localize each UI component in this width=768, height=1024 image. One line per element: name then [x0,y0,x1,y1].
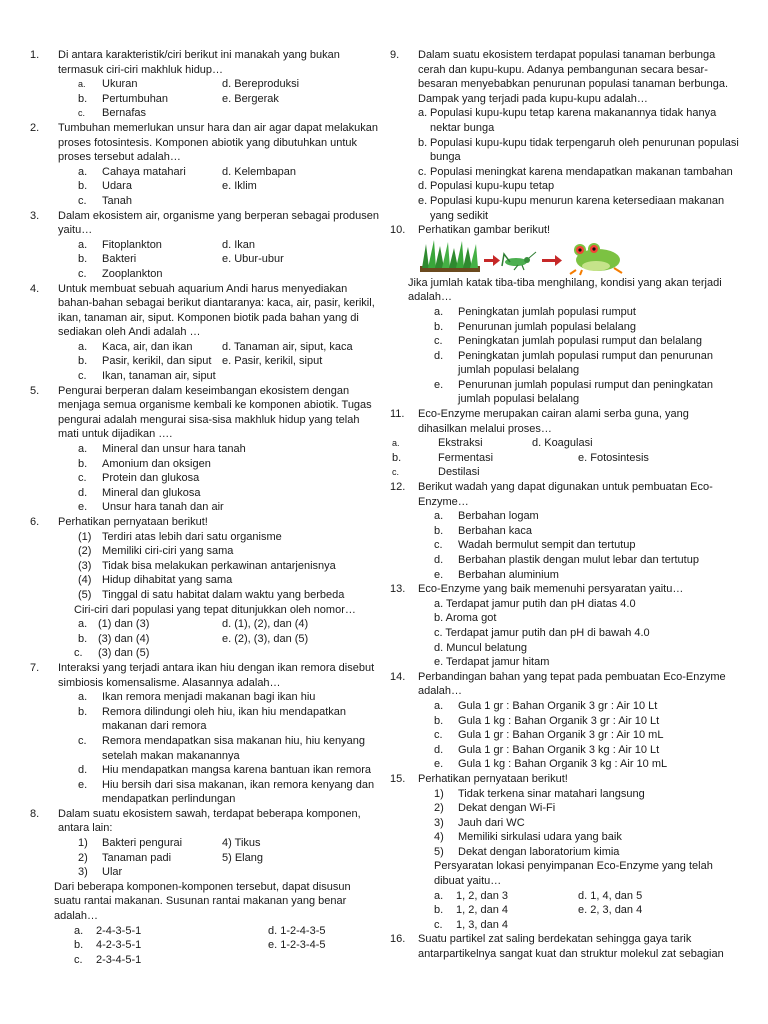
component-text: 5) Elang [222,851,263,864]
option-label: a. [434,510,444,523]
option-text: Destilasi [438,466,480,479]
component-row [58,865,380,880]
option-row [390,436,740,451]
option-text: e. Pasir, kerikil, siput [222,355,323,368]
question-4 [30,282,380,384]
option-label: b. [78,253,88,266]
option-text: 1, 3, dan 4 [456,918,508,931]
option-text: Ekstraksi [438,437,483,450]
option-label: e. [418,194,428,207]
option-text: d. Tanaman air, siput, kaca [222,340,353,353]
question-text: Perbandingan bahan yang tepat pada pembuatan Eco-Enzyme adalah… [418,670,726,698]
question-text: Perhatikan pernyataan berikut! [58,516,208,528]
option-text: Populasi kupu-kupu tidak terpengaruh oleh penurunan populasi bunga [430,136,739,164]
option-text: e. (2), (3), dan (5) [222,632,309,645]
option-label: c. [418,165,427,178]
option-label: c. [78,370,87,383]
option-row [58,924,380,939]
question-text: Di antara karakteristik/ciri berikut ini manakah yang bukan termasuk ciri-ciri makhluk hidup… [58,49,340,76]
question-number: 11. [390,408,405,421]
question-number: 8. [30,807,40,820]
option-row [418,106,740,135]
option-row [418,194,740,223]
option-label: e. [78,778,88,791]
option-row [418,320,740,335]
option-label: b. [392,451,402,464]
option-text: Mineral dan glukosa [102,486,201,499]
option-row [418,655,740,670]
option-text: Gula 1 gr : Bahan Organik 3 gr : Air 10 Lt [458,699,658,712]
question-15 [390,772,740,933]
component-row [58,851,380,866]
statement-number: 3) [434,816,444,829]
left-column [30,48,380,967]
statement-text: Jauh dari WC [458,816,525,829]
question-7 [30,661,380,807]
arrow-right-icon [542,255,562,266]
option-row [418,349,740,378]
statement-text: Tidak bisa melakukan perkawinan antarjenisnya [102,559,336,572]
option-text: Berbahan aluminium [458,568,559,581]
question-6 [30,515,380,661]
question-text: Perhatikan pernyataan berikut! [418,772,568,785]
option-row [390,465,740,480]
question-prompt: Persyaratan lokasi penyimpanan Eco-Enzyme yang telah dibuat yaitu… [434,860,713,888]
question-text: Berikut wadah yang dapat digunakan untuk pembuatan Eco-Enzyme… [418,481,713,508]
option-text: Gula 1 gr : Bahan Organik 3 kg : Air 10 Lt [458,743,660,756]
question-number: 7. [30,661,40,674]
option-row [58,442,380,457]
option-label: d. [418,180,428,193]
option-text: Gula 1 kg : Bahan Organik 3 gr : Air 10 Lt [458,714,660,727]
question-text: Dalam ekosistem air, organisme yang berperan sebagai produsen yaitu… [58,209,380,237]
option-text: b. Aroma got [434,612,497,625]
option-text: Peningkatan jumlah populasi rumput dan belalang [458,335,703,348]
option-text: Ikan, tanaman air, siput [102,370,216,383]
option-label: a. [78,79,86,90]
option-text: d. 1-2-4-3-5 [268,924,326,937]
option-text: Berbahan logam [458,510,539,523]
option-row [58,938,380,953]
option-label: a. [434,305,444,318]
option-row [418,305,740,320]
option-text: 1, 2, dan 3 [456,889,508,902]
option-row [58,734,380,763]
option-text: 4-2-3-5-1 [96,939,142,952]
option-row [58,646,380,661]
option-label: c. [78,472,87,485]
question-text: Suatu partikel zat saling berdekatan sehingga gaya tarik antarpartikelnya sangat kuat dan struktur molekul zat sebagian [418,933,724,961]
question-12 [390,480,740,582]
statement-text: Memiliki ciri-ciri yang sama [102,545,234,558]
option-row [418,903,740,918]
food-chain-figure [418,238,740,276]
option-row [58,194,380,209]
option-text: e. Terdapat jamur hitam [434,656,550,669]
statement-text: Dekat dengan laboratorium kimia [458,845,620,858]
option-row [58,354,380,369]
option-text: d. Muncul belatung [434,641,527,654]
option-text: e. 2, 3, dan 4 [578,904,643,917]
statement-number: (4) [78,574,92,587]
question-text: Perhatikan gambar berikut! [418,224,551,237]
option-text: Protein dan glukosa [102,472,200,485]
question-text: Pengurai berperan dalam keseimbangan ekosistem dengan menjaga semua organisme kembali ke komponen abiotik. Tugas pengurai adalah mengurai sisa-sisa makhluk hidup yang telah mati untuk dijadikan …. [58,384,372,441]
question-text: Eco-Enzyme merupakan cairan alami serba guna, yang dihasilkan melalui proses… [418,408,689,435]
option-text: Bernafas [102,107,147,120]
question-prompt: Jika jumlah katak tiba-tiba menghilang, kondisi yang akan terjadi adalah… [408,276,722,304]
option-row [58,77,380,92]
option-text: e. Ubur-ubur [222,253,284,266]
option-text: c. Terdapat jamur putih dan pH di bawah 4.0 [434,626,650,639]
option-text: Populasi kupu-kupu tetap [430,180,555,193]
option-row [418,509,740,524]
food-chain-illustration [418,238,638,276]
statement-number: 5) [434,845,444,858]
option-text: e. Iklim [222,180,257,193]
option-row [418,524,740,539]
question-number: 4. [30,282,40,295]
option-text: Remora mendapatkan sisa makanan hiu, hiu kenyang setelah makan makanannya [102,734,365,762]
question-number: 16. [390,933,406,946]
option-label: c. [74,953,83,966]
option-text: d. Kelembapan [222,165,296,178]
option-text: Udara [102,180,132,193]
statement-row [58,544,380,559]
grass-icon [420,240,480,272]
statement-number: (3) [78,559,92,572]
question-text: Dalam suatu ekosistem terdapat populasi tanaman berbunga cerah dan kupu-kupu. Adanya pembangunan secara besar-besaran menyebabkan penurunan populasi tanaman berbunga. Dampak yang terjadi pada kupu-kupu adalah… [418,49,729,105]
option-row [58,632,380,647]
option-text: Populasi kupu-kupu menurun karena ketersediaan makanan yang sedikit [430,194,725,222]
option-text: Tanah [102,194,132,207]
option-label: c. [78,734,87,747]
question-13 [390,582,740,670]
option-label: a. [78,340,88,353]
arrow-right-icon [484,255,500,266]
option-label: a. [418,107,428,120]
option-text: Peningkatan jumlah populasi rumput [458,305,636,318]
option-row [418,334,740,349]
option-row [418,597,740,612]
statement-text: Dekat dengan Wi-Fi [458,802,556,815]
prompt-row [58,603,380,618]
statement-number: 2) [434,802,444,815]
option-text: Cahaya matahari [102,165,186,178]
option-text: Berbahan plastik dengan mulut lebar dan tertutup [458,554,699,566]
question-1 [30,48,380,121]
statement-number: 1) [434,787,444,800]
option-row [58,106,380,121]
option-label: b. [434,320,444,333]
option-label: a. [74,924,84,937]
option-label: d. [78,486,88,499]
option-label: e. [434,568,444,581]
option-row [418,641,740,656]
question-14 [390,670,740,772]
question-number: 10. [390,224,406,237]
option-label: a. [434,889,444,902]
component-number: 1) [78,837,88,850]
option-label: d. [78,764,88,777]
option-row [58,500,380,515]
option-label: c. [78,108,86,119]
option-row [58,369,380,384]
option-label: a. [78,691,88,704]
statement-number: 4) [434,831,444,844]
option-label: c. [78,267,87,280]
option-row [58,179,380,194]
option-label: d. [434,743,444,756]
question-number: 13. [390,583,406,596]
option-row [418,699,740,714]
option-text: Hiu bersih dari sisa makanan, ikan remora kenyang dan mendapatkan perlindungan [102,778,375,806]
option-text: 2-4-3-5-1 [96,924,142,937]
option-label: e. [434,378,444,391]
option-text: Penurunan jumlah populasi rumput dan peningkatan jumlah populasi belalang [458,378,714,406]
option-text: e. 1-2-3-4-5 [268,939,326,952]
option-row [58,340,380,355]
question-text: Untuk membuat sebuah aquarium Andi harus menyediakan bahan-bahan sebagai berikut diantaranya: kaca, air, pasir, kerikil, ikan, tanaman air, siput. Komponen biotik pada bahan yang di sediakan oleh Andi adalah … [58,282,375,339]
option-label: e. [434,758,444,771]
option-label: d. [434,554,444,566]
statement-row [418,787,740,802]
option-label: c. [434,335,443,348]
option-text: Penurunan jumlah populasi belalang [458,320,636,333]
question-5 [30,384,380,515]
question-number: 2. [30,121,40,134]
question-3 [30,209,380,282]
option-text: Berbahan kaca [458,524,532,537]
option-text: Fermentasi [438,451,494,464]
option-row [58,778,380,807]
option-row [58,763,380,778]
component-number: 3) [78,866,88,879]
option-text: Wadah bermulut sempit dan tertutup [458,539,636,552]
question-9 [390,48,740,223]
question-number: 9. [390,49,400,61]
option-text: (1) dan (3) [98,618,150,631]
component-text: Bakteri pengurai [102,837,183,850]
option-label: b. [434,714,444,727]
option-label: b. [78,92,88,105]
option-text: (3) dan (5) [98,647,150,660]
question-11 [390,407,740,480]
component-text: 4) Tikus [222,837,261,850]
option-text: Pertumbuhan [102,92,169,105]
option-text: Ukuran [102,78,138,91]
option-label: d. [434,349,444,362]
option-text: d. (1), (2), dan (4) [222,618,309,631]
question-text: Tumbuhan memerlukan unsur hara dan air agar dapat melakukan proses fotosintesis. Komponen abiotik yang dibutuhkan untuk proses tersebut adalah… [58,121,378,164]
option-text: Zooplankton [102,267,163,280]
option-row [418,136,740,165]
option-text: Remora dilindungi oleh hiu, ikan hiu mendapatkan makanan dari remora [102,705,346,733]
option-row [58,705,380,734]
option-text: d. Koagulasi [532,437,593,450]
component-text: Tanaman padi [102,851,172,864]
question-text: Dalam suatu ekosistem sawah, terdapat beberapa komponen, antara lain: [58,807,361,835]
option-label: b. [78,632,88,645]
option-row [58,165,380,180]
question-number: 3. [30,209,40,222]
question-prompt: Dari beberapa komponen-komponen tersebut, dapat disusun suatu rantai makanan. Susunan rantai makanan yang benar adalah… [54,880,351,923]
component-row [58,836,380,851]
question-text: Eco-Enzyme yang baik memenuhi persyaratan yaitu… [418,583,684,596]
statement-row [58,530,380,545]
option-row [418,889,740,904]
option-row [418,743,740,758]
option-label: b. [74,939,84,952]
option-row [418,626,740,641]
question-text: Interaksi yang terjadi antara ikan hiu dengan ikan remora disebut simbiosis komensalisme. Alasannya adalah… [58,661,375,689]
option-text: Amonium dan oksigen [102,457,211,470]
option-label: a. [434,699,444,712]
option-row [418,553,740,568]
option-text: Peningkatan jumlah populasi rumput dan penurunan jumlah populasi belalang [458,349,714,377]
option-row [418,568,740,583]
option-text: Gula 1 kg : Bahan Organik 3 kg : Air 10 mL [458,758,668,771]
option-text: Ikan remora menjadi makanan bagi ikan hiu [102,691,316,704]
statement-number: (2) [78,545,92,558]
option-row [418,757,740,772]
statement-text: Terdiri atas lebih dari satu organisme [102,530,282,543]
question-2 [30,121,380,209]
grasshopper-icon [502,252,536,270]
option-text: e. Fotosintesis [578,451,649,464]
option-text: Mineral dan unsur hara tanah [102,443,246,456]
right-column [390,48,740,962]
option-row [418,179,740,194]
question-number: 14. [390,670,406,683]
option-text: Populasi kupu-kupu tetap karena makanannya tidak hanya nektar bunga [430,107,717,134]
option-label: c. [434,539,443,552]
question-prompt: Ciri-ciri dari populasi yang tepat ditunjukkan oleh nomor… [74,603,356,616]
option-text: Bakteri [102,253,137,266]
option-row [418,714,740,729]
option-label: c. [434,729,443,742]
statement-number: (5) [78,588,92,601]
component-number: 2) [78,851,88,864]
option-label: b. [78,705,88,718]
option-label: b. [434,524,444,537]
option-row [58,238,380,253]
question-number: 6. [30,516,40,528]
option-label: c. [78,194,87,207]
statement-text: Tinggal di satu habitat dalam waktu yang berbeda [102,588,345,601]
statement-row [58,588,380,603]
option-text: d. Bereproduksi [222,78,300,91]
option-text: d. 1, 4, dan 5 [578,889,643,902]
option-label: b. [78,355,88,368]
option-label: c. [74,647,83,660]
option-label: a. [78,165,88,178]
option-row [58,486,380,501]
option-label: a. [78,618,88,631]
question-number: 1. [30,49,40,61]
option-row [58,92,380,107]
statement-row [418,816,740,831]
option-text: 2-3-4-5-1 [96,953,142,966]
option-text: Fitoplankton [102,238,162,251]
option-label: b. [434,904,444,917]
option-label: a. [392,438,400,449]
option-label: c. [392,467,400,478]
option-row [58,252,380,267]
option-text: Hiu mendapatkan mangsa karena bantuan ikan remora [102,764,372,777]
option-text: Populasi meningkat karena mendapatkan makanan tambahan [430,165,733,178]
option-label: b. [418,136,428,149]
question-10 [390,223,740,407]
option-label: a. [78,443,88,456]
option-row [418,378,740,407]
statement-row [58,559,380,574]
option-row [418,611,740,626]
question-16 [390,932,740,961]
frog-icon [570,243,622,275]
statement-text: Hidup dihabitat yang sama [102,574,233,587]
statement-row [418,845,740,860]
statement-row [418,830,740,845]
option-row [418,165,740,180]
option-text: Pasir, kerikil, dan siput [102,355,212,368]
option-text: (3) dan (4) [98,632,150,645]
option-row [418,728,740,743]
option-label: a. [78,238,88,251]
option-row [390,451,740,466]
option-text: Kaca, air, dan ikan [102,340,193,353]
question-number: 15. [390,772,406,785]
option-label: b. [78,180,88,193]
question-8 [30,807,380,968]
option-text: 1, 2, dan 4 [456,904,508,917]
component-text: Ular [102,866,123,879]
option-label: b. [78,457,88,470]
option-text: d. Ikan [222,238,256,251]
option-row [418,918,740,933]
statement-row [58,573,380,588]
statement-row [418,801,740,816]
option-label: e. [78,501,88,514]
option-label: c. [434,918,443,931]
option-row [58,457,380,472]
option-text: a. Terdapat jamur putih dan pH diatas 4.0 [434,597,636,610]
option-row [58,953,380,968]
statement-text: Memiliki sirkulasi udara yang baik [458,831,622,844]
statement-number: (1) [78,530,92,543]
option-row [58,617,380,632]
question-number: 5. [30,384,40,397]
option-row [58,267,380,282]
statement-text: Tidak terkena sinar matahari langsung [458,787,645,800]
option-row [58,690,380,705]
option-text: Gula 1 gr : Bahan Organik 3 gr : Air 10 mL [458,729,664,742]
option-text: e. Bergerak [222,92,279,105]
option-text: Unsur hara tanah dan air [102,501,224,514]
question-number: 12. [390,481,406,494]
option-row [418,538,740,553]
option-row [58,471,380,486]
